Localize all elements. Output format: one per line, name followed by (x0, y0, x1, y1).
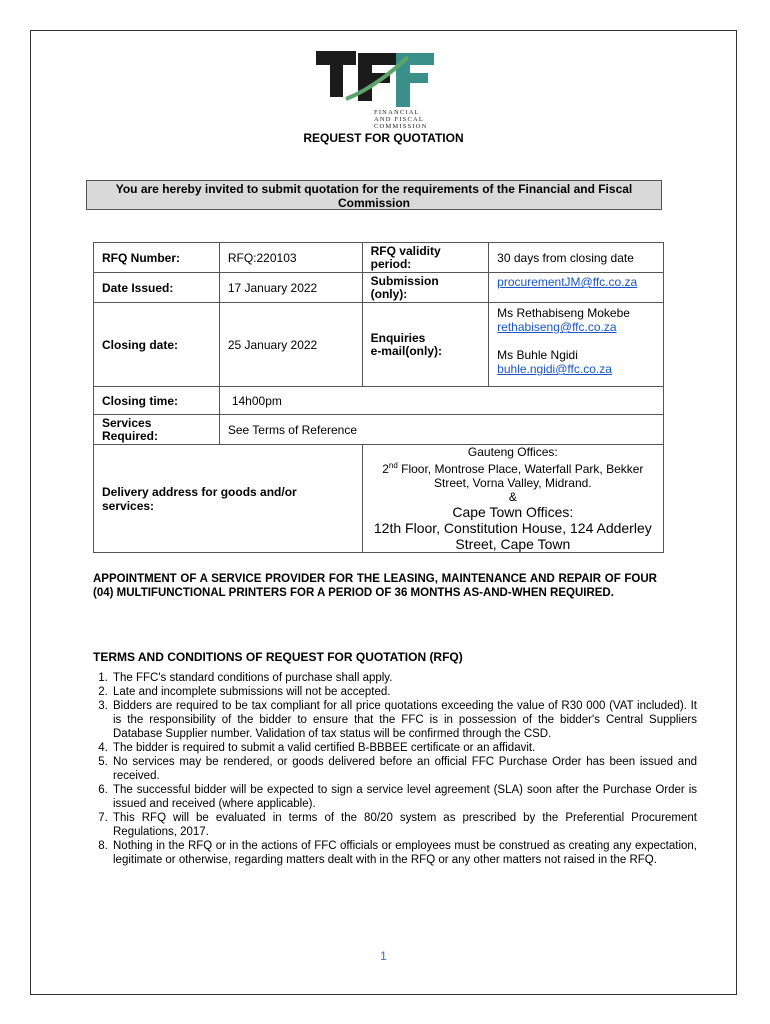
submission-label (362, 273, 489, 303)
ffc-logo-mark (316, 49, 436, 111)
cape-town-address-line1: 12th Floor, Constitution House, 124 Adderley (373, 520, 652, 536)
list-item: 2. Late and incomplete submissions will not be accepted. (111, 685, 697, 699)
enquiries-label-line1: Enquiries (370, 330, 426, 345)
page-number: 1 (380, 949, 387, 963)
gauteng-title: Gauteng Offices: (467, 445, 558, 459)
list-item: 3. Bidders are required to be tax compliant for all price quotations exceeding the value of R30 000 (VAT included). It is the responsibility of the bidder to ensure that the FFC is in possession of the bidder's Central Suppliers Database Supplier number. Validation of tax status will be confirmed through the CSD. (111, 699, 697, 741)
submission-label-line1: Submission (370, 273, 439, 288)
table-row (94, 387, 664, 415)
list-item: 6. The successful bidder will be expected to sign a service level agreement (SLA) soon after the Purchase Order is issued and received (where applicable). (111, 783, 697, 811)
submission-email-link[interactable]: procurementJM@ffc.co.za (497, 275, 638, 289)
appointment-heading: APPOINTMENT OF A SERVICE PROVIDER FOR THE LEASING, MAINTENANCE AND REPAIR OF FOUR (04) MULTIFUNCTIONAL PRINTERS FOR A PERIOD OF 36 MONTHS AS-AND-WHEN REQUIRED. (93, 573, 657, 599)
contact1-name: Ms Rethabiseng Mokebe (497, 306, 630, 320)
closing-time-value: 14h00pm (219, 387, 663, 415)
rfq-number-value: RFQ:220103 (219, 243, 362, 273)
list-item: 4. The bidder is required to submit a valid certified B-BBBEE certificate or an affidavit. (111, 741, 697, 755)
cape-town-address-line2: Street, Cape Town (455, 536, 571, 552)
contact1-email-link[interactable]: rethabiseng@ffc.co.za (497, 320, 617, 334)
terms-heading: TERMS AND CONDITIONS OF REQUEST FOR QUOTATION (RFQ) (93, 650, 463, 664)
list-item: 1. The FFC's standard conditions of purchase shall apply. (111, 671, 697, 685)
delivery-label-text: Delivery address for goods and/or services: (102, 484, 297, 513)
rfq-details-table (93, 242, 664, 553)
services-label-line1: Services (102, 415, 152, 430)
validity-label-line1: RFQ validity (370, 243, 441, 258)
table-row (94, 415, 664, 445)
contact2-email-link[interactable]: buhle.ngidi@ffc.co.za (497, 362, 612, 376)
invitation-line1: You are hereby invited to submit quotation for the requirements of the Financial and Fiscal (115, 182, 633, 196)
invitation-line2: Commission (337, 196, 410, 210)
rfq-validity-label (362, 243, 489, 273)
ffc-logo (316, 49, 436, 129)
logo-wordmark (374, 109, 428, 130)
services-label-line2: Required: (102, 428, 159, 443)
contact2-name: Ms Buhle Ngidi (497, 348, 578, 362)
list-item: 7. This RFQ will be evaluated in terms of the 80/20 system as prescribed by the Preferential Procurement Regulations, 2017. (111, 811, 697, 839)
document-title: REQUEST FOR QUOTATION (303, 131, 464, 145)
gauteng-address-line2: Street, Vorna Valley, Midrand. (434, 476, 592, 490)
address-separator: & (508, 490, 517, 504)
list-item: 5. No services may be rendered, or goods delivered before an official FFC Purchase Order has been issued and received. (111, 755, 697, 783)
submission-label-line2: (only): (370, 286, 408, 301)
enquiries-label (362, 303, 489, 387)
logo-line3: COMMISSION (374, 123, 428, 130)
rfq-validity-value: 30 days from closing date (489, 243, 664, 273)
closing-date-label: Closing date: (94, 303, 220, 387)
document-page (30, 30, 737, 995)
table-row (94, 273, 664, 303)
cape-town-title: Cape Town Offices: (452, 504, 574, 520)
table-row (94, 303, 664, 387)
gauteng-address-line1: 2nd Floor, Montrose Place, Waterfall Park, Bekker (382, 461, 644, 476)
enquiries-contacts (489, 303, 664, 387)
closing-date-value: 25 January 2022 (219, 303, 362, 387)
delivery-address-label (94, 445, 363, 553)
services-value: See Terms of Reference (219, 415, 663, 445)
list-item: 8. Nothing in the RFQ or in the actions of FFC officials or employees must be construed as creating any expectation, legitimate or otherwise, regarding matters dealt with in the RFQ or any other matters not raised in the RFQ. (111, 839, 697, 867)
delivery-address-value (362, 445, 663, 553)
services-label (94, 415, 220, 445)
logo-line2: AND FISCAL (374, 116, 425, 123)
submission-email-cell (489, 273, 664, 303)
validity-label-line2: period: (370, 256, 412, 271)
date-issued-label: Date Issued: (94, 273, 220, 303)
enquiries-label-line2: e-mail(only): (370, 343, 442, 358)
invitation-box (86, 180, 662, 210)
date-issued-value: 17 January 2022 (219, 273, 362, 303)
terms-list (71, 671, 697, 867)
table-row (94, 445, 664, 553)
logo-line1: FINANCIAL (374, 109, 420, 116)
rfq-number-label: RFQ Number: (94, 243, 220, 273)
closing-time-label: Closing time: (94, 387, 220, 415)
table-row (94, 243, 664, 273)
